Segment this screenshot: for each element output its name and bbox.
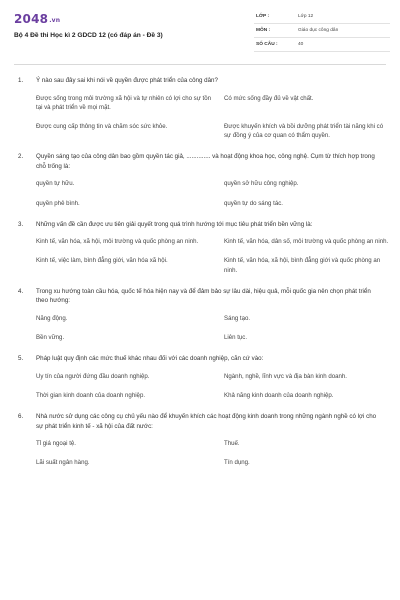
question-2 <box>14 152 386 207</box>
answer-option[interactable]: Kinh tế, văn hóa, dân số, môi trường và quốc phòng an ninh. <box>224 238 389 246</box>
answer-option[interactable]: quyền tự hữu. <box>36 180 75 188</box>
page-header <box>14 10 390 62</box>
question-text: Ý nào sau đây sai khi nói về quyền được phát triển của công dân? <box>36 77 218 84</box>
answer-option[interactable]: Sáng tạo. <box>224 314 251 322</box>
answer-options <box>36 439 386 467</box>
answer-option[interactable]: Bền vững. <box>36 334 65 342</box>
header-divider <box>14 64 386 65</box>
meta-row-class <box>254 10 390 24</box>
answer-option[interactable]: Được sống trong môi trường xã hội và tự nhiên có lợi cho sự tồn tại và phát triển về mọi mặt. <box>36 94 211 111</box>
question-number: 3. <box>18 220 24 228</box>
logo-text: 2048 <box>14 12 49 26</box>
answer-option[interactable]: Có mức sống đầy đủ về vật chất. <box>224 94 314 102</box>
question-1 <box>14 76 386 140</box>
question-text: Quyền sáng tạo của công dân bao gồm quyền tác giả, .............. và hoạt động khoa học, công nghệ. Cụm từ thích hợp trong chỗ trống là: <box>36 153 375 170</box>
answer-options <box>36 179 386 207</box>
question-3 <box>14 220 389 275</box>
answer-option[interactable]: quyền phê bình. <box>36 199 80 207</box>
question-4 <box>14 287 386 342</box>
question-text: Những vấn đề cần được ưu tiên giải quyết trong quá trình hướng tới mục tiêu phát triển bền vững là: <box>36 220 313 228</box>
answer-options <box>36 372 386 400</box>
meta-key: MÔN : <box>256 28 271 33</box>
answer-option[interactable]: Thuế. <box>224 440 240 448</box>
question-5 <box>14 354 386 400</box>
answer-option[interactable]: Uy tín của người đứng đầu doanh nghiệp. <box>36 372 150 380</box>
meta-key: SỐ CÂU : <box>256 42 278 47</box>
meta-value: 40 <box>298 42 304 47</box>
answer-option[interactable]: Liên tục. <box>224 334 248 342</box>
answer-option[interactable]: quyền sở hữu công nghiệp. <box>224 180 299 188</box>
question-text: Trong xu hướng toàn cầu hóa, quốc tế hóa hiện nay và để đảm bảo sự lâu dài, hiệu quả, mỗi quốc gia nên chọn phát triển theo hướng: <box>36 287 371 305</box>
question-number: 1. <box>18 77 24 84</box>
exam-meta-table <box>254 10 390 52</box>
answer-option[interactable]: Lãi suất ngân hàng. <box>36 459 90 467</box>
meta-value: Lớp 12 <box>298 14 314 19</box>
meta-key: LỚP : <box>256 14 270 19</box>
logo-suffix: .vn <box>49 17 61 24</box>
answer-option[interactable]: Ngành, nghề, lĩnh vực và địa bàn kinh doanh. <box>224 372 347 380</box>
meta-row-subject <box>254 24 390 38</box>
answer-option[interactable]: Thời gian kinh doanh của doanh nghiệp. <box>36 391 146 399</box>
answer-options <box>36 94 386 141</box>
answer-option[interactable]: Năng động. <box>36 314 68 322</box>
answer-option[interactable]: Được khuyến khích và bồi dưỡng phát triển tài năng khi có sự đồng ý của cơ quan có thẩm quyền. <box>224 122 384 140</box>
answer-option[interactable]: Khả năng kinh doanh của doanh nghiệp. <box>224 391 334 399</box>
answer-option[interactable]: Kinh tế, văn hóa, xã hội, bình đẳng giới và quốc phòng an ninh. <box>224 257 381 274</box>
meta-row-count <box>254 38 390 52</box>
answer-option[interactable]: Tín dụng. <box>224 459 250 467</box>
answer-option[interactable]: quyền tự do sáng tác. <box>224 199 283 207</box>
question-text: Nhà nước sử dụng các công cụ chủ yếu nào để khuyến khích các hoạt động kinh doanh trong những ngành nghề có lợi cho sự phát triển kinh tế - xã hội của đất nước: <box>36 413 377 430</box>
answer-options <box>36 237 389 275</box>
answer-option[interactable]: Kinh tế, văn hóa, xã hội, môi trường và quốc phòng an ninh. <box>36 238 199 246</box>
site-logo[interactable] <box>14 12 60 26</box>
question-number: 2. <box>18 153 24 161</box>
question-number: 6. <box>18 413 24 421</box>
question-number: 5. <box>18 355 24 363</box>
meta-value: Giáo dục công dân <box>298 28 339 33</box>
answer-options <box>36 314 386 342</box>
page-title: Bộ 4 Đề thi Học kì 2 GDCD 12 (có đáp án - Đề 3) <box>14 32 163 39</box>
question-6 <box>14 412 386 467</box>
answer-option[interactable]: Kinh tế, việc làm, bình đẳng giới, văn hóa xã hội. <box>36 257 168 265</box>
question-text: Pháp luật quy định các mức thuế khác nhau đối với các doanh nghiệp, căn cứ vào: <box>36 355 264 363</box>
question-list <box>14 76 389 480</box>
answer-option[interactable]: Được cung cấp thông tin và chăm sóc sức khỏe. <box>36 122 168 130</box>
answer-option[interactable]: Tỉ giá ngoại tệ. <box>36 440 76 448</box>
question-number: 4. <box>18 287 24 295</box>
